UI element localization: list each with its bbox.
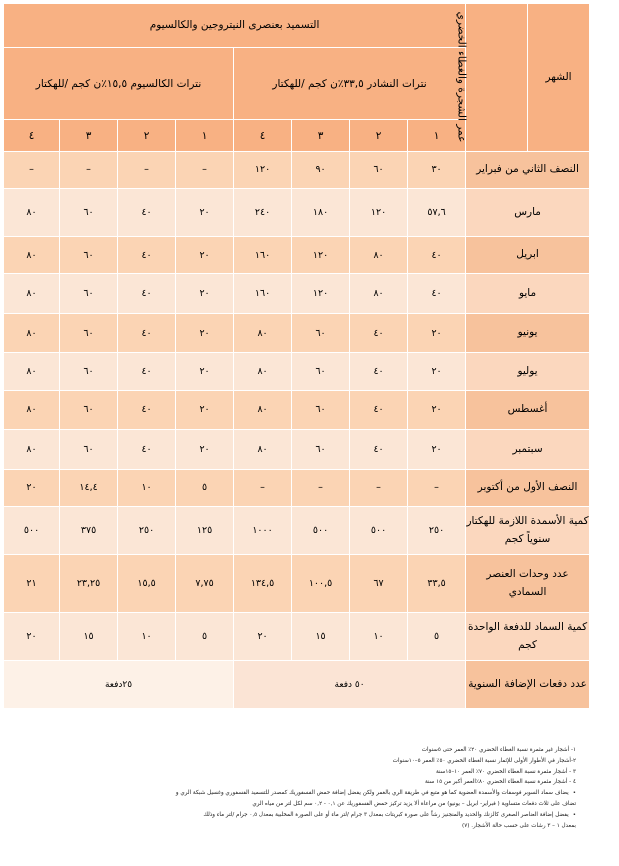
ammonium-nitrate-cell: ١٣٤,٥ <box>234 554 292 612</box>
ammonium-nitrate-header: نترات النشادر ٣٣,٥٪ن كجم /للهكتار <box>234 47 466 120</box>
calcium-nitrate-cell: ٦٠ <box>60 353 118 390</box>
ammonium-nitrate-cell: ٥ <box>408 613 466 661</box>
footnote-line: ١- أشجار غير مثمرة نسبة الغطاء الخضري ٢٠٪ العمر حتى ٥سنوات <box>421 747 576 753</box>
ammonium-nitrate-cell: ٨٠ <box>350 274 408 314</box>
calcium-nitrate-cell: ٥ <box>176 613 234 661</box>
calcium-nitrate-cell: ١٢٥ <box>176 507 234 555</box>
ammonium-nitrate-cell: ١٠٠,٥ <box>292 554 350 612</box>
calcium-nitrate-cell: – <box>4 151 60 188</box>
ammonium-nitrate-cell: ٤٠ <box>408 274 466 314</box>
calcium-nitrate-cell: ٤٠ <box>118 353 176 390</box>
row-label: يونيو <box>466 313 590 353</box>
ammonium-nitrate-cell: ١٢٠ <box>350 189 408 237</box>
ammonium-nitrate-cell: ٣٠ <box>408 151 466 188</box>
table-row <box>4 507 590 555</box>
col-header: ٤ <box>234 120 292 151</box>
footnote-line: • يفضل إضافة العناصر الصغرى كالزنك والحديد والمنجنيز رشاً على صورة كبريتات بمعدل ٣ جرام /لتر ماء أو على الصورة المخلبية بمعدل ٠,٥ جرام /لتر ماء وذلك <box>6 810 576 821</box>
col-header: ٤ <box>4 120 60 151</box>
calcium-nitrate-cell: ١٠ <box>118 613 176 661</box>
month-header: الشهر <box>528 4 590 152</box>
row-label: النصف الأول من أكتوبر <box>466 469 590 506</box>
ammonium-nitrate-cell: ٤٠ <box>350 430 408 470</box>
calcium-nitrate-cell: ٨٠ <box>4 236 60 273</box>
calcium-nitrate-cell: ٢٠ <box>176 390 234 430</box>
ammonium-nitrate-cell: – <box>350 469 408 506</box>
calcium-nitrate-batches: ٢٥دفعة <box>4 661 234 709</box>
ammonium-nitrate-cell: ٩٠ <box>292 151 350 188</box>
calcium-nitrate-cell: ٢٠ <box>176 274 234 314</box>
ammonium-nitrate-batches: ٥٠ دفعة <box>234 661 466 709</box>
row-label: مارس <box>466 189 590 237</box>
calcium-nitrate-cell: ٨٠ <box>4 313 60 353</box>
ammonium-nitrate-cell: ٦٠ <box>292 313 350 353</box>
ammonium-nitrate-cell: ٦٠ <box>292 430 350 470</box>
calcium-nitrate-cell: ٥ <box>176 469 234 506</box>
footnote-line: ٤ - أشجار مثمرة نسبة الغطاء الخضري ٨٠٪العمر أكبر من ١٥ سنة <box>424 779 576 786</box>
calcium-nitrate-cell: ٨٠ <box>4 353 60 390</box>
row-label: عدد دفعات الإضافة السنوية <box>466 661 590 709</box>
row-label: كمية الأسمدة اللازمة للهكتار سنوياً كجم <box>466 507 590 555</box>
calcium-nitrate-cell: ٢٥٠ <box>118 507 176 555</box>
calcium-nitrate-cell: ٦٠ <box>60 390 118 430</box>
calcium-nitrate-cell: – <box>118 151 176 188</box>
calcium-nitrate-cell: ٥٠٠ <box>4 507 60 555</box>
row-label: مايو <box>466 274 590 314</box>
ammonium-nitrate-cell: ٢٤٠ <box>234 189 292 237</box>
ammonium-nitrate-cell: ٦٠ <box>350 151 408 188</box>
ammonium-nitrate-cell: ١٦٠ <box>234 236 292 273</box>
ammonium-nitrate-cell: ٨٠ <box>234 390 292 430</box>
calcium-nitrate-cell: – <box>176 151 234 188</box>
ammonium-nitrate-cell: ٤٠ <box>350 353 408 390</box>
calcium-nitrate-cell: ٢٠ <box>176 353 234 390</box>
ammonium-nitrate-cell: ١٦٠ <box>234 274 292 314</box>
calcium-nitrate-cell: ٤٠ <box>118 390 176 430</box>
ammonium-nitrate-cell: ٤٠ <box>350 313 408 353</box>
table-row <box>4 236 590 273</box>
ammonium-nitrate-cell: ٤٠ <box>408 236 466 273</box>
ammonium-nitrate-cell: ٦٠ <box>292 353 350 390</box>
ammonium-nitrate-cell: ١٢٠ <box>292 274 350 314</box>
ammonium-nitrate-cell: ٢٥٠ <box>408 507 466 555</box>
table-row <box>4 390 590 430</box>
ammonium-nitrate-cell: ٨٠ <box>234 430 292 470</box>
ammonium-nitrate-cell: ٦٧ <box>350 554 408 612</box>
footnote-line: ٣ - أشجار مثمرة نسبة الغطاء الخضري ٧٠٪ العمر ١٠–١٥سنة <box>435 768 576 775</box>
ammonium-nitrate-cell: – <box>234 469 292 506</box>
col-header: ٢ <box>350 120 408 151</box>
calcium-nitrate-cell: ١٤,٤ <box>60 469 118 506</box>
calcium-nitrate-cell: ٤٠ <box>118 430 176 470</box>
calcium-nitrate-cell: ٢٣,٢٥ <box>60 554 118 612</box>
footnote-line: ٢-أشجار في الأطوار الأولى للإثمار نسبة الغطاء الخضري ٥٠٪ العمر ٥–١٠سنوات <box>392 757 576 764</box>
ammonium-nitrate-cell: – <box>408 469 466 506</box>
table-row <box>4 274 590 314</box>
table-row <box>4 151 590 188</box>
calcium-nitrate-cell: ٤٠ <box>118 236 176 273</box>
calcium-nitrate-cell: ٢٠ <box>4 469 60 506</box>
tree-age-header-text: عمر الشجرة والغطاء الخضري <box>455 11 468 143</box>
calcium-nitrate-cell: ٨٠ <box>4 390 60 430</box>
calcium-nitrate-cell: ٢٠ <box>4 613 60 661</box>
calcium-nitrate-cell: ٤٠ <box>118 189 176 237</box>
ammonium-nitrate-cell: ٢٠ <box>408 313 466 353</box>
calcium-nitrate-cell: ٦٠ <box>60 430 118 470</box>
calcium-nitrate-cell: ٢٠ <box>176 189 234 237</box>
ammonium-nitrate-cell: ١٠ <box>350 613 408 661</box>
row-label: النصف الثاني من فبراير <box>466 151 590 188</box>
calcium-nitrate-cell: – <box>60 151 118 188</box>
calcium-nitrate-cell: ١٠ <box>118 469 176 506</box>
table-row <box>4 189 590 237</box>
ammonium-nitrate-cell: ٥٠٠ <box>350 507 408 555</box>
calcium-nitrate-cell: ٢٠ <box>176 430 234 470</box>
calcium-nitrate-cell: ٦٠ <box>60 236 118 273</box>
col-header: ٣ <box>292 120 350 151</box>
table-row <box>4 469 590 506</box>
footnote-line: بمعدل ١ – ٣ رشات على حسب حالة الأشجار. (٧) <box>462 822 576 829</box>
table-row <box>4 313 590 353</box>
calcium-nitrate-cell: ١٥ <box>60 613 118 661</box>
ammonium-nitrate-cell: ١٢٠ <box>234 151 292 188</box>
table-row <box>4 430 590 470</box>
table-row <box>4 661 590 709</box>
ammonium-nitrate-cell: ٨٠ <box>350 236 408 273</box>
main-title: التسميد بعنصرى النيتروجين والكالسيوم <box>4 4 466 48</box>
ammonium-nitrate-cell: ١٢٠ <box>292 236 350 273</box>
ammonium-nitrate-cell: ٢٠ <box>234 613 292 661</box>
ammonium-nitrate-cell: ٨٠ <box>234 313 292 353</box>
calcium-nitrate-cell: ٦٠ <box>60 274 118 314</box>
table-row <box>4 353 590 390</box>
calcium-nitrate-cell: ٢٠ <box>176 313 234 353</box>
ammonium-nitrate-cell: ٢٠ <box>408 390 466 430</box>
row-label: يوليو <box>466 353 590 390</box>
calcium-nitrate-cell: ٢١ <box>4 554 60 612</box>
calcium-nitrate-cell: ٨٠ <box>4 430 60 470</box>
col-header: ٣ <box>60 120 118 151</box>
calcium-nitrate-cell: ٢٠ <box>176 236 234 273</box>
ammonium-nitrate-cell: ٨٠ <box>234 353 292 390</box>
row-label: عدد وحدات العنصر السمادي <box>466 554 590 612</box>
calcium-nitrate-cell: ٤٠ <box>118 313 176 353</box>
footnotes <box>6 745 576 831</box>
ammonium-nitrate-cell: ٣٣,٥ <box>408 554 466 612</box>
table-row <box>4 613 590 661</box>
ammonium-nitrate-cell: ١٥ <box>292 613 350 661</box>
calcium-nitrate-cell: ٧,٧٥ <box>176 554 234 612</box>
calcium-nitrate-cell: ٨٠ <box>4 189 60 237</box>
ammonium-nitrate-cell: ٢٠ <box>408 353 466 390</box>
ammonium-nitrate-cell: ٤٠ <box>350 390 408 430</box>
calcium-nitrate-cell: ٨٠ <box>4 274 60 314</box>
ammonium-nitrate-cell: ١٨٠ <box>292 189 350 237</box>
ammonium-nitrate-cell: ٢٠ <box>408 430 466 470</box>
row-label: كمية السماد للدفعة الواحدة كجم <box>466 613 590 661</box>
calcium-nitrate-cell: ٦٠ <box>60 189 118 237</box>
row-label: أغسطس <box>466 390 590 430</box>
tree-age-header <box>455 4 528 152</box>
row-label: ابريل <box>466 236 590 273</box>
ammonium-nitrate-cell: ١٠٠٠ <box>234 507 292 555</box>
ammonium-nitrate-cell: – <box>292 469 350 506</box>
footnote-line: تضاف على ثلاث دفعات متساوية ( فبراير- ابريل – يونيو) من مراعاة ألا يزيد تركيز حمض الفسفوريك عن ٠,١ - ٠,٢ سم لكل لتر من مياه الري <box>252 800 576 807</box>
ammonium-nitrate-cell: ٦٠ <box>292 390 350 430</box>
calcium-nitrate-header: نترات الكالسيوم ١٥,٥٪ن كجم /للهكتار <box>4 47 234 120</box>
calcium-nitrate-cell: ٣٧٥ <box>60 507 118 555</box>
col-header: ١ <box>176 120 234 151</box>
col-header: ١ <box>408 120 466 151</box>
ammonium-nitrate-cell: ٥٠٠ <box>292 507 350 555</box>
ammonium-nitrate-cell: ٥٧,٦ <box>408 189 466 237</box>
calcium-nitrate-cell: ١٥,٥ <box>118 554 176 612</box>
calcium-nitrate-cell: ٦٠ <box>60 313 118 353</box>
col-header: ٢ <box>118 120 176 151</box>
calcium-nitrate-cell: ٤٠ <box>118 274 176 314</box>
fertilization-table <box>3 3 590 709</box>
row-label: سبتمبر <box>466 430 590 470</box>
table-row <box>4 554 590 612</box>
footnote-line: • يضاف سماد السوبر فوسفات والأسمدة العضوية كما هو متبع في طريقة الري بالغمر ولكن يفضل إضافة حمض الفسفوريك كمصدر للتسميد الفسفوري وغسيل شبكة الري و <box>6 788 576 799</box>
